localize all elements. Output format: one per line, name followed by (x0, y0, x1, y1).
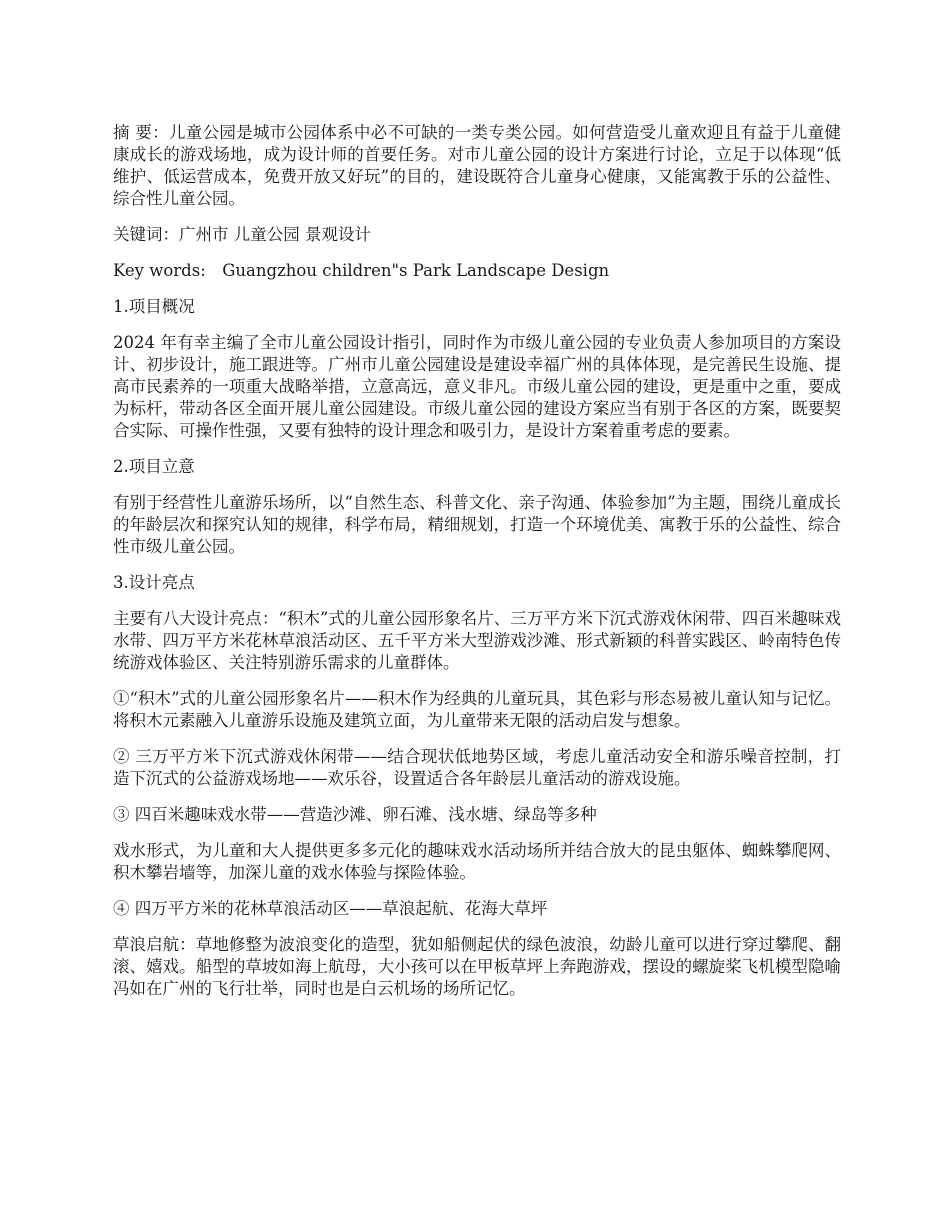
highlight-item-1: ①“积木”式的儿童公园形象名片——积木作为经典的儿童玩具，其色彩与形态易被儿童认知与记忆。将积木元素融入儿童游乐设施及建筑立面，为儿童带来无限的活动启发与想象。 (113, 689, 841, 730)
section-heading-concept: 2.项目立意 (113, 457, 195, 476)
abstract-paragraph: 摘 要：儿童公园是城市公园体系中必不可缺的一类专类公园。如何营造受儿童欢迎且有益于儿童健康成长的游戏场地，成为设计师的首要任务。对市儿童公园的设计方案进行讨论，立足于以体现“低维护、低运营成本，免费开放又好玩”的目的，建设既符合儿童身心健康，又能寓教于乐的公益性、综合性儿童公园。 (113, 123, 841, 208)
highlights-paragraph: 主要有八大设计亮点：“积木”式的儿童公园形象名片、三万平方米下沉式游戏休闲带、四百米趣味戏水带、四万平方米花林草浪活动区、五千平方米大型游戏沙滩、形式新颖的科普实践区、岭南特色传统游戏体验区、关注特别游乐需求的儿童群体。 (113, 609, 841, 672)
highlight-item-3: ③ 四百米趣味戏水带——营造沙滩、卵石滩、浅水塘、绿岛等多种 (113, 805, 597, 824)
overview-paragraph: 2024 年有幸主编了全市儿童公园设计指引，同时作为市级儿童公园的专业负责人参加项目的方案设计、初步设计，施工跟进等。广州市儿童公园建设是建设幸福广州的具体体现，是完善民生设施、提高市民素养的一项重大战略举措，立意高远，意义非凡。市级儿童公园的建设，更是重中之重，要成为标杆，带动各区全面开展儿童公园建设。市级儿童公园的建设方案应当有别于各区的方案，既要契合实际、可操作性强，又要有独特的设计理念和吸引力，是设计方案着重考虑的要素。 (113, 333, 841, 440)
highlight-item-4: ④ 四万平方米的花林草浪活动区——草浪起航、花海大草坪 (113, 899, 548, 918)
highlight-item-2: ② 三万平方米下沉式游戏休闲带——结合现状低地势区域，考虑儿童活动安全和游乐噪音控制，打造下沉式的公益游戏场地——欢乐谷，设置适合各年龄层儿童活动的游戏设施。 (113, 747, 841, 788)
document-page (113, 122, 841, 1014)
keywords-cn: 关键词：广州市 儿童公园 景观设计 (113, 225, 371, 244)
section-heading-overview: 1.项目概况 (113, 297, 195, 316)
concept-paragraph: 有别于经营性儿童游乐场所，以“自然生态、科普文化、亲子沟通、体验参加”为主题，围绕儿童成长的年龄层次和探究认知的规律，科学布局，精细规划，打造一个环境优美、寓教于乐的公益性、综合性市级儿童公园。 (113, 493, 841, 556)
highlight-item-4-detail: 草浪启航：草地修整为波浪变化的造型，犹如船侧起伏的绿色波浪，幼龄儿童可以进行穿过攀爬、翻滚、嬉戏。船型的草坡如海上航母，大小孩可以在甲板草坪上奔跑游戏，摆设的螺旋桨飞机模型隐喻冯如在广州的飞行壮举，同时也是白云机场的场所记忆。 (113, 935, 841, 998)
highlight-item-3-detail: 戏水形式，为儿童和大人提供更多多元化的趣味戏水活动场所并结合放大的昆虫躯体、蜘蛛攀爬网、积木攀岩墙等，加深儿童的戏水体验与探险体验。 (113, 841, 841, 882)
keywords-en: Key words: Guangzhou children"s Park Landscape Design (113, 261, 610, 280)
section-heading-highlights: 3.设计亮点 (113, 573, 195, 592)
